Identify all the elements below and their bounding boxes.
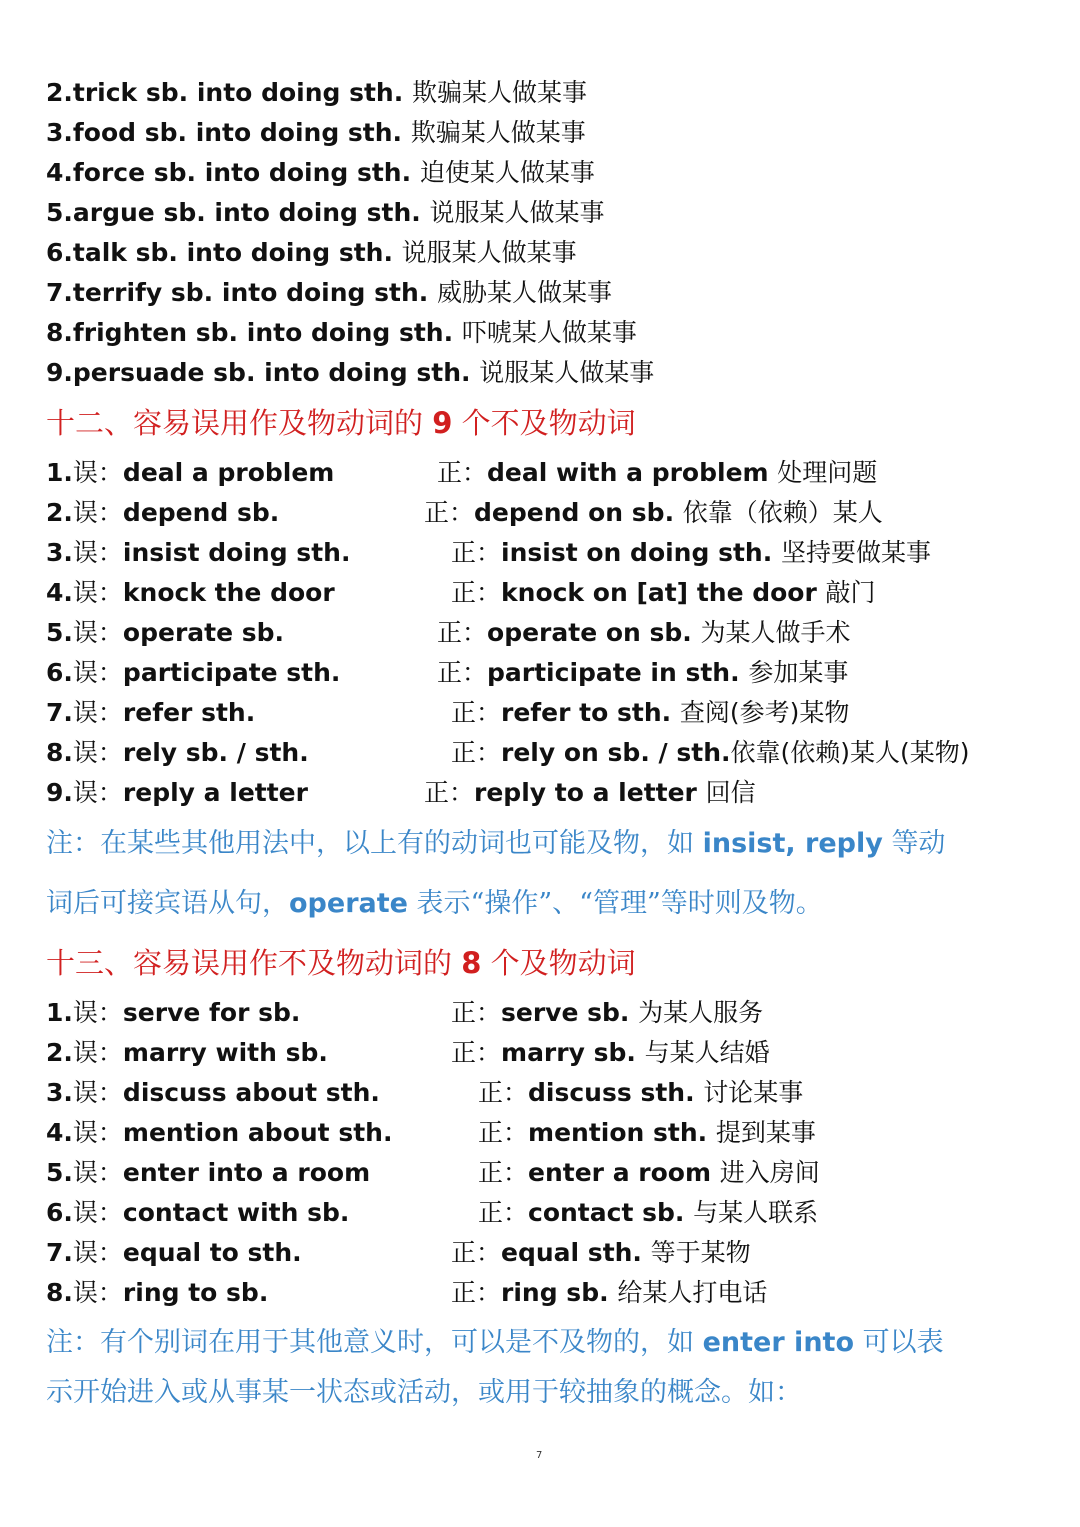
wrong-label: 误： xyxy=(72,698,123,727)
chinese-meaning: 进入房间 xyxy=(719,1158,820,1187)
list-item xyxy=(46,78,587,108)
correct-label: 正： xyxy=(451,1278,502,1307)
wrong-label: 误： xyxy=(72,458,123,487)
chinese-meaning: 吓唬某人做某事 xyxy=(461,318,637,347)
phrase-text: 7.terrify sb. into doing sth. xyxy=(46,278,429,307)
item-number: 9. xyxy=(46,778,73,807)
section-13-note-line-2 xyxy=(46,1375,802,1411)
chinese-meaning: 与某人联系 xyxy=(693,1198,819,1227)
table-row xyxy=(46,1238,302,1268)
wrong-label: 误： xyxy=(72,1158,123,1187)
chinese-meaning: 迫使某人做某事 xyxy=(419,158,595,187)
item-number: 6. xyxy=(46,658,73,687)
heading-text: 十二、容易误用作及物动词的 xyxy=(46,406,424,440)
wrong-label: 误： xyxy=(72,658,123,687)
correct-label: 正： xyxy=(451,738,502,767)
chinese-meaning: 说服某人做某事 xyxy=(429,198,605,227)
chinese-meaning: 处理问题 xyxy=(777,458,878,487)
wrong-label: 误： xyxy=(72,1238,123,1267)
wrong-usage-text: ring to sb. xyxy=(122,1278,269,1307)
table-row xyxy=(46,538,350,568)
page-number: 7 xyxy=(536,1450,543,1461)
wrong-label: 误： xyxy=(72,1078,123,1107)
wrong-label: 误： xyxy=(72,618,123,647)
chinese-meaning: 威胁某人做某事 xyxy=(436,278,612,307)
wrong-label: 误： xyxy=(72,538,123,567)
correct-label: 正： xyxy=(424,778,475,807)
correct-label: 正： xyxy=(451,578,502,607)
wrong-usage-text: marry with sb. xyxy=(122,1038,328,1067)
phrase-text: 8.frighten sb. into doing sth. xyxy=(46,318,454,347)
item-number: 6. xyxy=(46,1198,73,1227)
correct-label: 正： xyxy=(451,538,502,567)
chinese-meaning: 坚持要做某事 xyxy=(780,538,931,567)
phrase-text: 2.trick sb. into doing sth. xyxy=(46,78,404,107)
wrong-usage-text: knock the door xyxy=(122,578,335,607)
table-row xyxy=(46,1198,349,1228)
phrase-text: 6.talk sb. into doing sth. xyxy=(46,238,393,267)
wrong-usage-text: equal to sth. xyxy=(122,1238,302,1267)
table-row xyxy=(46,1078,380,1108)
wrong-usage-text: contact with sb. xyxy=(122,1198,350,1227)
wrong-label: 误： xyxy=(72,998,123,1027)
correct-label: 正： xyxy=(478,1198,529,1227)
correct-usage xyxy=(424,778,756,808)
wrong-usage-text: serve for sb. xyxy=(122,998,301,1027)
wrong-usage-text: deal a problem xyxy=(122,458,335,487)
note-text: 示开始进入或从事某一状态或活动，或用于较抽象的概念。如： xyxy=(46,1377,802,1408)
correct-usage-text: reply to a letter xyxy=(474,778,697,807)
correct-usage-text: contact sb. xyxy=(528,1198,685,1227)
correct-usage-text: enter a room xyxy=(528,1158,712,1187)
correct-usage xyxy=(437,618,851,648)
chinese-meaning: 敲门 xyxy=(825,578,876,607)
item-number: 3. xyxy=(46,538,73,567)
chinese-meaning: 与某人结婚 xyxy=(644,1038,770,1067)
correct-usage xyxy=(451,998,763,1028)
chinese-meaning: 依靠(依赖)某人(某物) xyxy=(730,738,970,767)
correct-usage xyxy=(451,698,849,728)
item-number: 4. xyxy=(46,1118,73,1147)
section-13-note-line-1 xyxy=(46,1325,944,1361)
table-row xyxy=(46,1278,268,1308)
table-row xyxy=(46,458,334,488)
correct-label: 正： xyxy=(478,1158,529,1187)
item-number: 8. xyxy=(46,738,73,767)
chinese-meaning: 给某人打电话 xyxy=(617,1278,768,1307)
heading-text: 十三、容易误用作不及物动词的 xyxy=(46,946,453,980)
wrong-usage-text: rely sb. / sth. xyxy=(122,738,309,767)
correct-usage xyxy=(424,498,883,528)
correct-usage xyxy=(478,1198,818,1228)
wrong-usage-text: participate sth. xyxy=(122,658,341,687)
correct-usage-text: participate in sth. xyxy=(487,658,740,687)
table-row xyxy=(46,578,335,608)
correct-usage xyxy=(478,1158,820,1188)
item-number: 4. xyxy=(46,578,73,607)
item-number: 5. xyxy=(46,1158,73,1187)
item-number: 2. xyxy=(46,1038,73,1067)
correct-usage xyxy=(451,538,931,568)
table-row xyxy=(46,998,300,1028)
wrong-usage-text: discuss about sth. xyxy=(122,1078,380,1107)
table-row xyxy=(46,498,279,528)
correct-label: 正： xyxy=(437,658,488,687)
note-text: 注：有个别词在用于其他意义时，可以是不及物的，如 xyxy=(46,1327,694,1358)
note-text: 词后可接宾语从句， xyxy=(46,888,289,919)
wrong-usage-text: refer sth. xyxy=(122,698,256,727)
note-text: 可以表 xyxy=(862,1327,944,1358)
phrase-text: 3.food sb. into doing sth. xyxy=(46,118,403,147)
note-text: enter into xyxy=(702,1327,854,1358)
phrase-text: 4.force sb. into doing sth. xyxy=(46,158,412,187)
table-row xyxy=(46,738,309,768)
correct-usage xyxy=(437,658,848,688)
note-text: insist, reply xyxy=(702,828,883,859)
heading-text: 个及物动词 xyxy=(490,946,636,980)
list-item xyxy=(46,158,595,188)
phrase-text: 5.argue sb. into doing sth. xyxy=(46,198,421,227)
list-item xyxy=(46,118,586,148)
correct-usage xyxy=(437,458,877,488)
wrong-usage-text: operate sb. xyxy=(122,618,285,647)
table-row xyxy=(46,1118,392,1148)
correct-usage-text: depend on sb. xyxy=(474,498,675,527)
correct-usage xyxy=(451,1038,770,1068)
correct-usage-text: discuss sth. xyxy=(528,1078,695,1107)
chinese-meaning: 提到某事 xyxy=(715,1118,816,1147)
heading-text: 个不及物动词 xyxy=(461,406,636,440)
correct-label: 正： xyxy=(451,998,502,1027)
item-number: 1. xyxy=(46,458,73,487)
item-number: 5. xyxy=(46,618,73,647)
wrong-label: 误： xyxy=(72,578,123,607)
correct-usage-text: refer to sth. xyxy=(501,698,672,727)
wrong-label: 误： xyxy=(72,778,123,807)
chinese-meaning: 依靠（依赖）某人 xyxy=(682,498,883,527)
correct-usage xyxy=(478,1118,816,1148)
item-number: 3. xyxy=(46,1078,73,1107)
phrase-text: 9.persuade sb. into doing sth. xyxy=(46,358,471,387)
heading-number: 9 xyxy=(432,406,453,440)
wrong-label: 误： xyxy=(72,738,123,767)
correct-label: 正： xyxy=(478,1078,529,1107)
correct-usage-text: mention sth. xyxy=(528,1118,708,1147)
table-row xyxy=(46,1158,370,1188)
correct-usage xyxy=(478,1078,803,1108)
correct-label: 正： xyxy=(424,498,475,527)
correct-usage-text: ring sb. xyxy=(501,1278,609,1307)
section-13-heading xyxy=(46,945,636,981)
correct-label: 正： xyxy=(451,1238,502,1267)
section-12-heading xyxy=(46,405,636,441)
list-item xyxy=(46,278,612,308)
wrong-label: 误： xyxy=(72,1118,123,1147)
item-number: 7. xyxy=(46,1238,73,1267)
list-item xyxy=(46,318,637,348)
note-text: operate xyxy=(289,888,408,919)
table-row xyxy=(46,618,284,648)
wrong-usage-text: mention about sth. xyxy=(122,1118,393,1147)
chinese-meaning: 说服某人做某事 xyxy=(479,358,655,387)
table-row xyxy=(46,1038,328,1068)
correct-label: 正： xyxy=(437,618,488,647)
correct-usage xyxy=(451,578,876,608)
correct-usage-text: deal with a problem xyxy=(487,458,769,487)
chinese-meaning: 为某人服务 xyxy=(638,998,764,1027)
wrong-usage-text: enter into a room xyxy=(122,1158,371,1187)
list-item xyxy=(46,238,577,268)
table-row xyxy=(46,698,255,728)
correct-usage-text: knock on [at] the door xyxy=(501,578,817,607)
correct-usage-text: equal sth. xyxy=(501,1238,642,1267)
chinese-meaning: 查阅(参考)某物 xyxy=(679,698,850,727)
correct-usage-text: serve sb. xyxy=(501,998,630,1027)
correct-usage-text: insist on doing sth. xyxy=(501,538,773,567)
list-item xyxy=(46,198,605,228)
table-row xyxy=(46,778,308,808)
heading-number: 8 xyxy=(461,946,482,980)
correct-usage xyxy=(451,738,970,768)
item-number: 7. xyxy=(46,698,73,727)
correct-usage-text: rely on sb. / sth. xyxy=(501,738,731,767)
chinese-meaning: 为某人做手术 xyxy=(700,618,851,647)
correct-label: 正： xyxy=(478,1118,529,1147)
section-12-note-line-2 xyxy=(46,886,823,922)
wrong-label: 误： xyxy=(72,1038,123,1067)
correct-label: 正： xyxy=(451,1038,502,1067)
chinese-meaning: 讨论某事 xyxy=(703,1078,804,1107)
wrong-usage-text: reply a letter xyxy=(122,778,308,807)
note-text: 表示“操作”、“管理”等时则及物。 xyxy=(416,888,823,919)
chinese-meaning: 欺骗某人做某事 xyxy=(411,78,587,107)
wrong-label: 误： xyxy=(72,498,123,527)
section-12-note-line-1 xyxy=(46,826,945,862)
correct-usage-text: operate on sb. xyxy=(487,618,692,647)
wrong-label: 误： xyxy=(72,1278,123,1307)
correct-usage xyxy=(451,1278,767,1308)
wrong-label: 误： xyxy=(72,1198,123,1227)
item-number: 1. xyxy=(46,998,73,1027)
correct-usage-text: marry sb. xyxy=(501,1038,636,1067)
list-item xyxy=(46,358,654,388)
correct-usage xyxy=(451,1238,751,1268)
wrong-usage-text: depend sb. xyxy=(122,498,280,527)
item-number: 8. xyxy=(46,1278,73,1307)
correct-label: 正： xyxy=(437,458,488,487)
note-text: 注：在某些其他用法中，以上有的动词也可能及物，如 xyxy=(46,828,694,859)
chinese-meaning: 欺骗某人做某事 xyxy=(410,118,586,147)
correct-label: 正： xyxy=(451,698,502,727)
chinese-meaning: 参加某事 xyxy=(748,658,849,687)
table-row xyxy=(46,658,340,688)
note-text: 等动 xyxy=(891,828,946,859)
chinese-meaning: 等于某物 xyxy=(650,1238,751,1267)
chinese-meaning: 回信 xyxy=(705,778,756,807)
wrong-usage-text: insist doing sth. xyxy=(122,538,351,567)
chinese-meaning: 说服某人做某事 xyxy=(401,238,577,267)
item-number: 2. xyxy=(46,498,73,527)
